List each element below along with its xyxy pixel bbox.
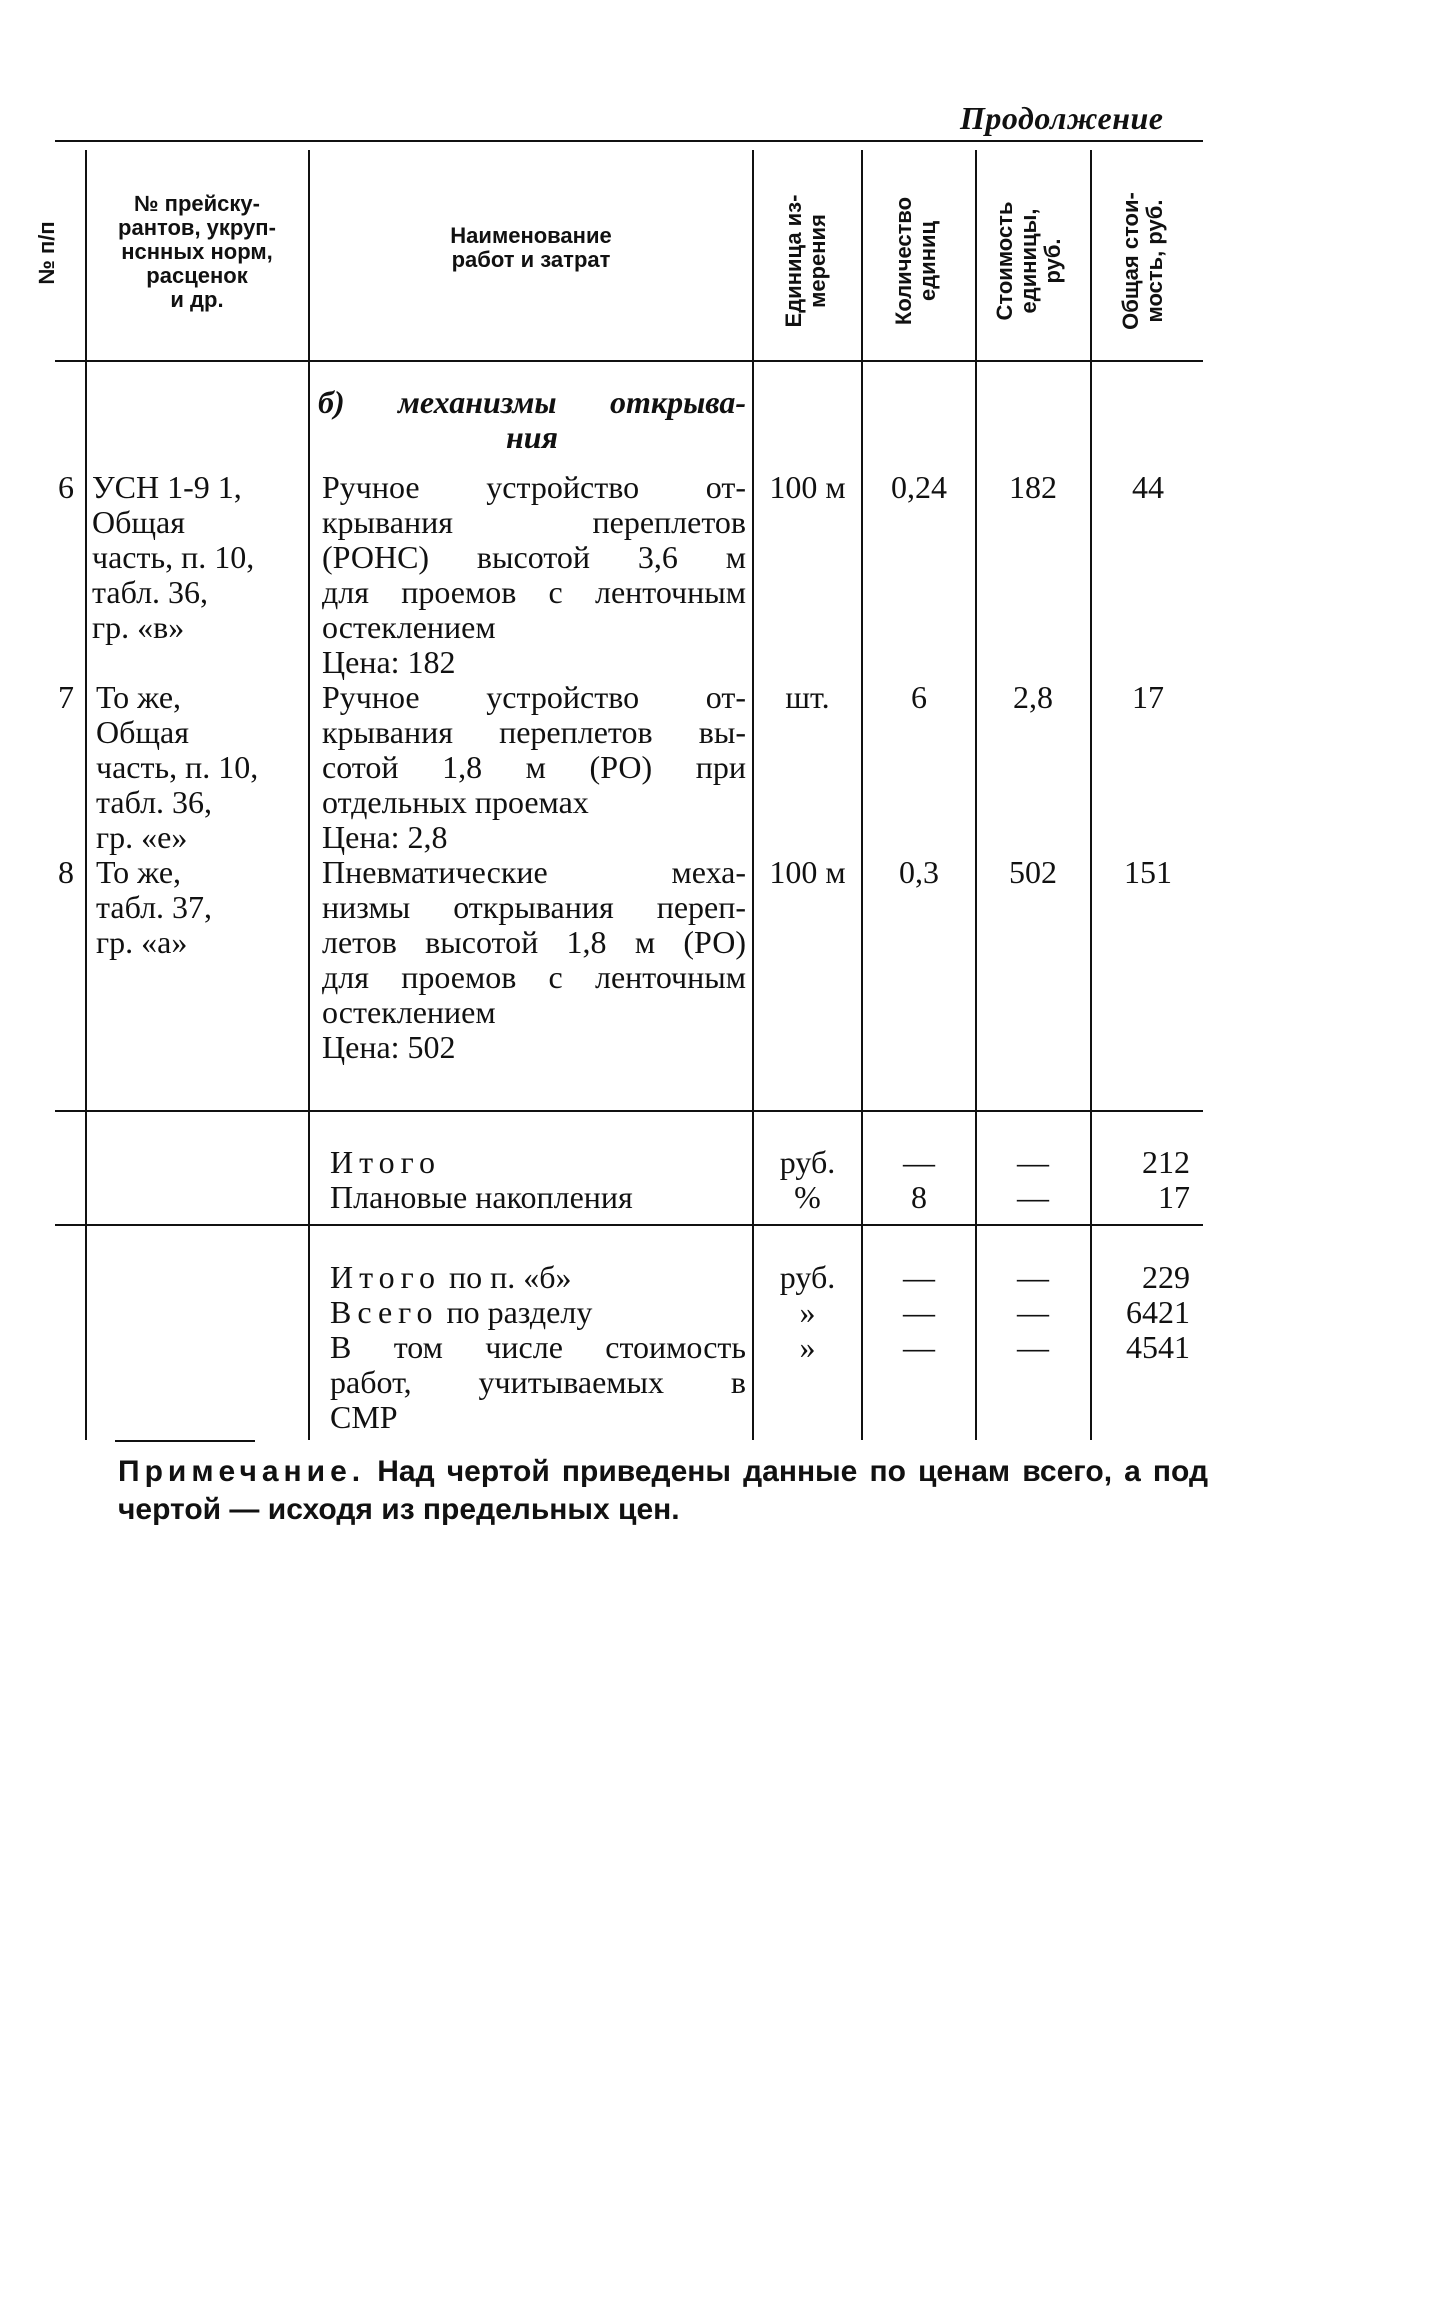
- summary-total: 212: [1142, 1144, 1190, 1180]
- summary-qty: 8: [911, 1179, 927, 1215]
- subtotal-rule: [55, 1110, 1203, 1112]
- row-ref: То же, Общая часть, п. 10, табл. 36, гр. «е»: [96, 679, 259, 855]
- header-name: Наименование работ и затрат: [450, 223, 612, 272]
- summary-price: —: [1017, 1329, 1049, 1365]
- row-ref: То же, табл. 37, гр. «а»: [96, 854, 213, 960]
- footnote-lead: Примечание.: [118, 1455, 366, 1488]
- row-total: 151: [1124, 854, 1172, 890]
- row-unit: шт.: [785, 679, 830, 715]
- summary-qty: —: [903, 1329, 935, 1365]
- row-unit: 100 м: [769, 469, 846, 505]
- header-price: Стоимость единицы, руб.: [992, 201, 1065, 321]
- total-rule: [55, 1224, 1203, 1226]
- row-price: 182: [1009, 469, 1057, 505]
- row-price: 2,8: [1013, 679, 1053, 715]
- row-total: 44: [1132, 469, 1164, 505]
- row-name: Ручное устройство от- крывания переплетов (РОНС) высотой 3,6 м для проемов с ленточным остеклением Цена: 182: [322, 469, 746, 680]
- summary-name: Плановые накопления: [330, 1179, 633, 1215]
- summary-name: Итого: [330, 1144, 441, 1180]
- summary-unit: »: [799, 1294, 816, 1330]
- col-sep-4: [861, 150, 863, 1440]
- summary-total: 229: [1142, 1259, 1190, 1295]
- summary-total: 4541: [1126, 1329, 1190, 1365]
- summary-name: Всего по разделу: [330, 1294, 593, 1330]
- header-unit: Единица из- мерения: [781, 194, 830, 328]
- summary-unit: %: [794, 1179, 821, 1215]
- summary-name: В том числе стоимость работ, учитываемых в СМР: [330, 1329, 746, 1435]
- row-num: 6: [58, 469, 74, 505]
- row-price: 502: [1009, 854, 1057, 890]
- summary-unit: руб.: [779, 1144, 836, 1180]
- col-sep-6: [1090, 150, 1092, 1440]
- row-qty: 6: [911, 679, 927, 715]
- continuation-label: Продолжение: [960, 100, 1164, 136]
- section-title: б) механизмы открыва- ния: [318, 384, 746, 455]
- header-ref: № прейску- рантов, укруп- нснных норм, расценок и др.: [118, 191, 276, 312]
- summary-price: —: [1017, 1259, 1049, 1295]
- summary-name: Итого по п. «б»: [330, 1259, 572, 1295]
- summary-qty: —: [903, 1144, 935, 1180]
- row-num: 8: [58, 854, 74, 890]
- footnote: [118, 1453, 1208, 1529]
- note-rule: [115, 1440, 255, 1442]
- row-name: Пневматические меха- низмы открывания переп- летов высотой 1,8 м (РО) для проемов с ленточным остеклением Цена: 502: [322, 854, 746, 1065]
- header-total: Общая стои- мость, руб.: [1118, 192, 1167, 330]
- col-sep-5: [975, 150, 977, 1440]
- row-ref: УСН 1-9 1, Общая часть, п. 10, табл. 36, гр. «в»: [92, 469, 255, 645]
- summary-qty: —: [903, 1259, 935, 1295]
- col-sep-3: [752, 150, 754, 1440]
- footnote-text: Над чертой приведены данные по ценам всего, а под чертой — исходя из предельных цен.: [118, 1455, 1208, 1526]
- row-num: 7: [58, 679, 74, 715]
- col-sep-1: [85, 150, 87, 1440]
- summary-qty: —: [903, 1294, 935, 1330]
- summary-total: 6421: [1126, 1294, 1190, 1330]
- row-unit: 100 м: [769, 854, 846, 890]
- header-qty: Количество единиц: [891, 196, 940, 326]
- row-name: Ручное устройство от- крывания переплетов вы- сотой 1,8 м (РО) при отдельных проемах Цена: 2,8: [322, 679, 746, 855]
- col-sep-2: [308, 150, 310, 1440]
- row-qty: 0,24: [891, 469, 947, 505]
- summary-total: 17: [1158, 1179, 1190, 1215]
- table-top-rule: [55, 140, 1203, 142]
- header-num: № п/п: [34, 221, 59, 285]
- header-bottom-rule: [55, 360, 1203, 362]
- summary-price: —: [1017, 1179, 1049, 1215]
- summary-price: —: [1017, 1294, 1049, 1330]
- summary-price: —: [1017, 1144, 1049, 1180]
- row-total: 17: [1132, 679, 1164, 715]
- row-qty: 0,3: [899, 854, 939, 890]
- summary-unit: »: [799, 1329, 816, 1365]
- summary-unit: руб.: [779, 1259, 836, 1295]
